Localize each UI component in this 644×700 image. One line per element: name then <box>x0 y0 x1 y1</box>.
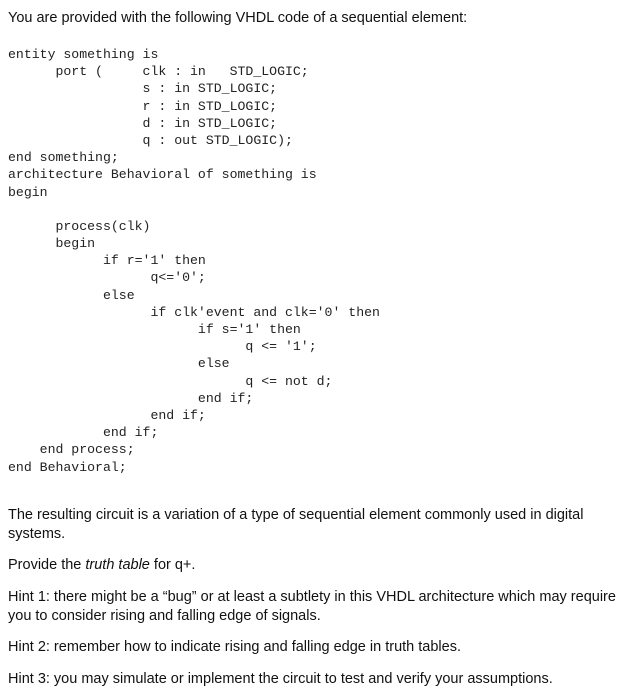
code-line: q <= not d; <box>8 373 333 389</box>
code-line-blank <box>8 201 380 218</box>
code-line: q : out STD_LOGIC); <box>8 132 293 148</box>
code-line: else <box>8 356 230 372</box>
code-line: if clk'event and clk='0' then <box>8 304 380 320</box>
code-line: end if; <box>8 425 159 441</box>
code-line: end something; <box>8 150 119 166</box>
code-line: begin <box>8 184 48 200</box>
code-line: process(clk) <box>8 218 151 234</box>
code-line: end if; <box>8 390 254 406</box>
task-text-start: Provide the <box>8 557 86 573</box>
code-line: s : in STD_LOGIC; <box>8 81 278 97</box>
code-line: end if; <box>8 407 206 423</box>
hint-3-paragraph: Hint 3: you may simulate or implement the circuit to test and verify your assumptions. <box>8 671 553 687</box>
vhdl-code-block <box>8 46 380 476</box>
task-text-end: for q+. <box>149 557 196 573</box>
code-line: architecture Behavioral of something is <box>8 167 317 183</box>
code-line: q<='0'; <box>8 270 206 286</box>
code-line: if s='1' then <box>8 322 301 337</box>
code-line: if r='1' then <box>8 253 206 269</box>
hint-2-paragraph: Hint 2: remember how to indicate rising and falling edge in truth tables. <box>8 639 461 655</box>
code-line: r : in STD_LOGIC; <box>8 98 278 114</box>
code-line: begin <box>8 236 96 252</box>
code-line: else <box>8 287 135 303</box>
code-line: d : in STD_LOGIC; <box>8 115 278 131</box>
code-line: end Behavioral; <box>8 459 127 475</box>
truth-table-emphasis: truth table <box>85 557 150 573</box>
code-line: entity something is <box>8 47 159 62</box>
hint-1-paragraph: Hint 1: there might be a “bug” or at least a subtlety in this VHDL architecture which may require you to consider rising and falling edge of signals. <box>8 589 616 624</box>
code-line: port ( clk : in STD_LOGIC; <box>8 64 309 80</box>
intro-text: You are provided with the following VHDL code of a sequential element: <box>8 10 468 26</box>
task-paragraph <box>8 556 628 575</box>
code-line: end process; <box>8 442 135 458</box>
circuit-description-paragraph: The resulting circuit is a variation of a type of sequential element commonly used in digital systems. <box>8 507 584 542</box>
code-line: q <= '1'; <box>8 339 317 355</box>
